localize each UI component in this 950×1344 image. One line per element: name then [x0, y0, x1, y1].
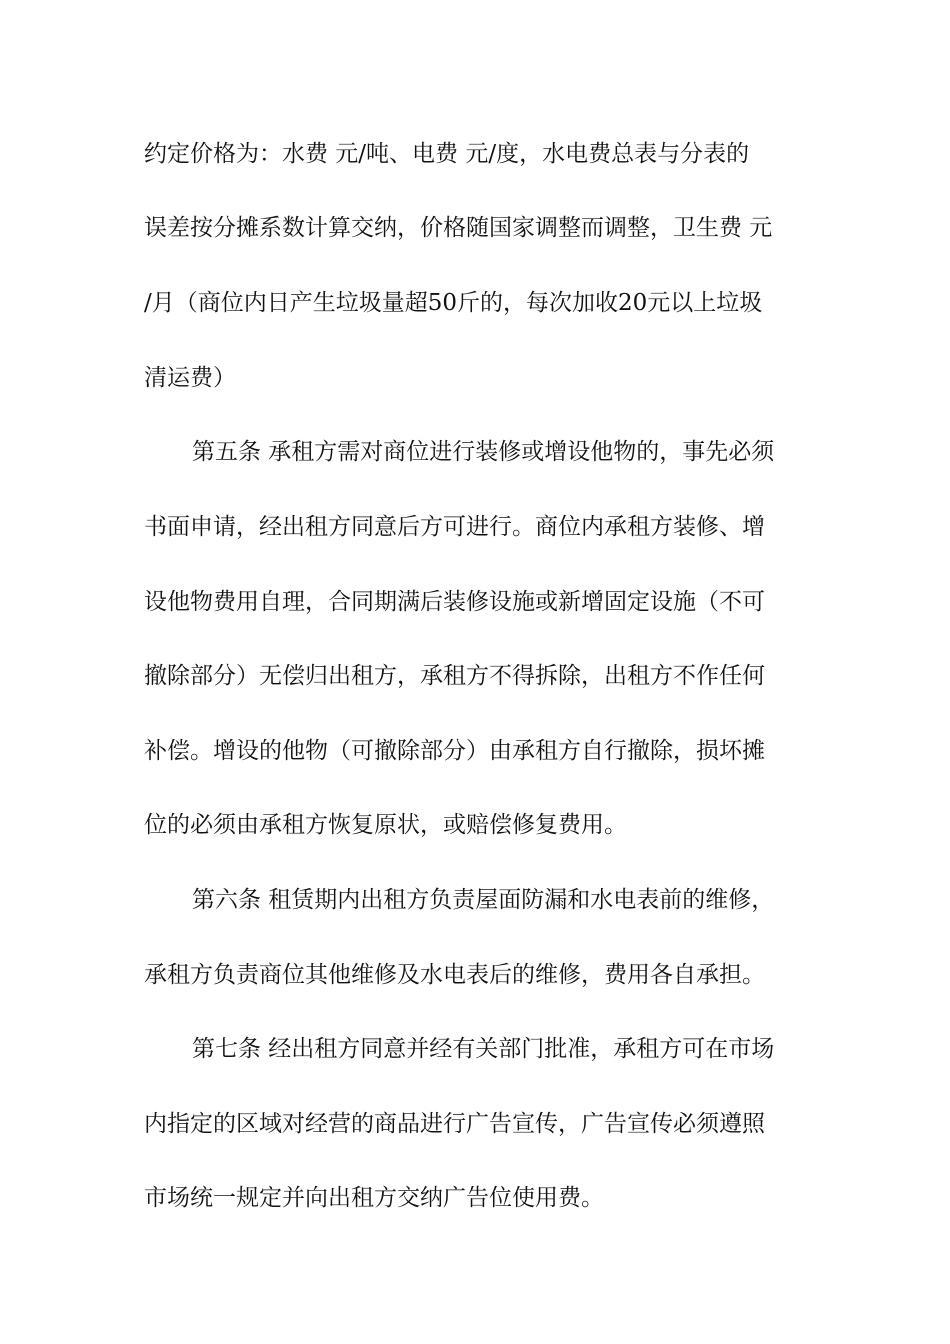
text-line: 位的必须由承租方恢复原状，或赔偿修复费用。: [144, 812, 627, 838]
article-6-heading-line: 第六条 租赁期内出租方负责屋面防漏和水电表前的维修，: [192, 887, 775, 913]
text-line: 内指定的区域对经营的商品进行广告宣传，广告宣传必须遵照: [144, 1111, 765, 1137]
article-7-heading-line: 第七条 经出租方同意并经有关部门批准，承租方可在市场: [192, 1036, 775, 1062]
text-line: 补偿。增设的他物（可撤除部分）由承租方自行撤除，损坏摊: [144, 738, 765, 764]
article-5-heading-line: 第五条 承租方需对商位进行装修或增设他物的，事先必须: [192, 439, 775, 465]
text-line: 书面申请，经出租方同意后方可进行。商位内承租方装修、增: [144, 514, 765, 540]
text-line: 撤除部分）无偿归出租方，承租方不得拆除，出租方不作任何: [144, 663, 765, 689]
text-line: 约定价格为：水费 元/吨、电费 元/度，水电费总表与分表的: [144, 141, 750, 167]
text-line: 误差按分摊系数计算交纳，价格随国家调整而调整，卫生费 元: [144, 215, 773, 241]
text-line: 清运费）: [144, 365, 236, 391]
text-line: 承租方负责商位其他维修及水电表后的维修，费用各自承担。: [144, 962, 765, 988]
text-line: 设他物费用自理，合同期满后装修设施或新增固定设施（不可: [144, 589, 765, 615]
text-line: /月（商位内日产生垃圾量超50斤的，每次加收20元以上垃圾: [144, 290, 763, 316]
text-line: 市场统一规定并向出租方交纳广告位使用费。: [144, 1185, 604, 1211]
